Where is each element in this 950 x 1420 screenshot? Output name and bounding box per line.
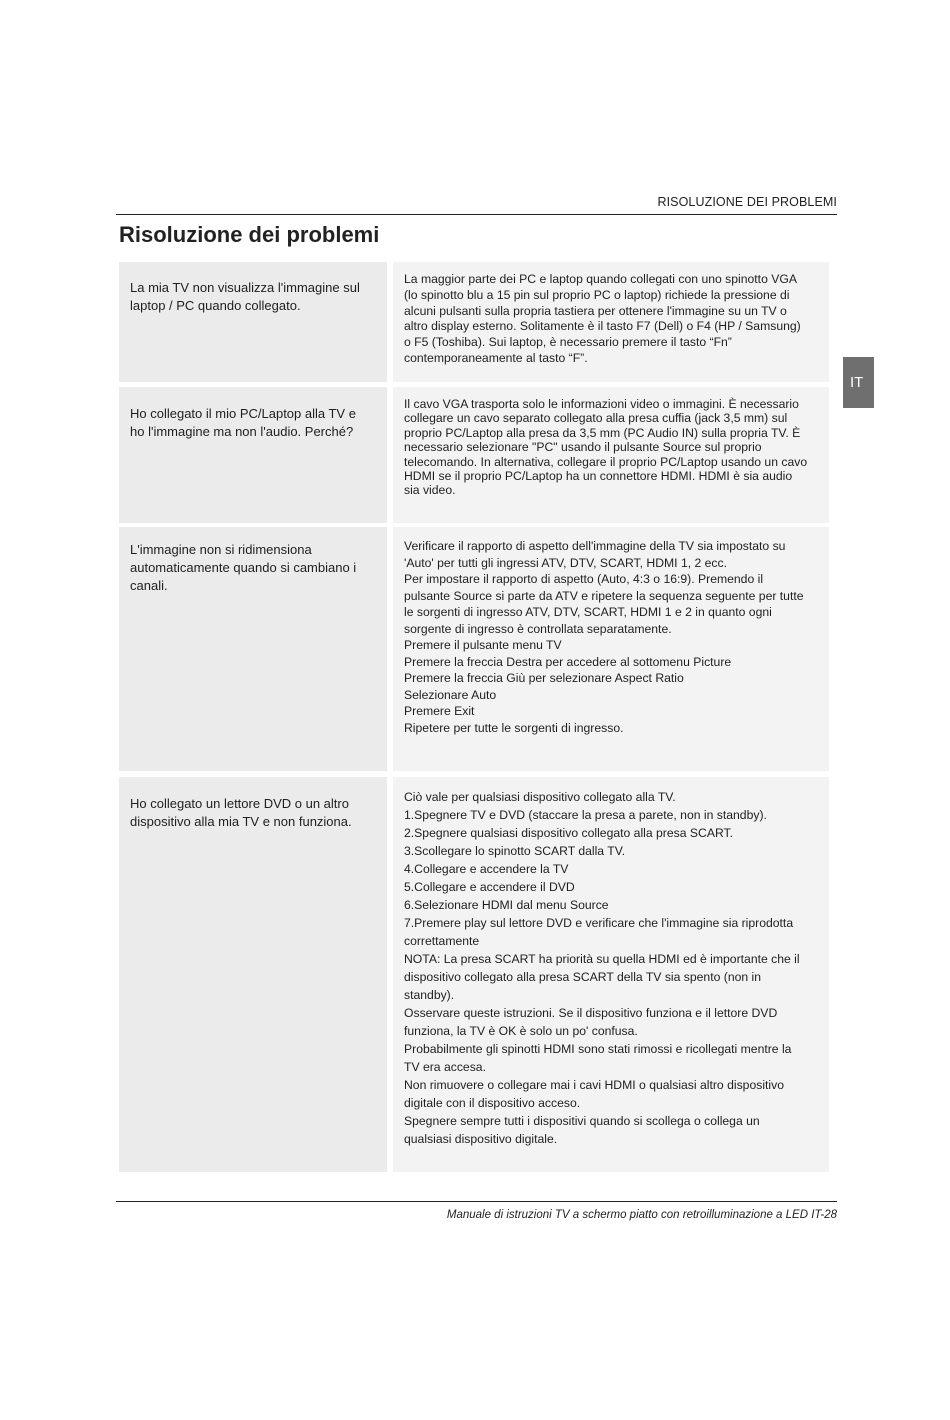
answer-paragraph: Non rimuovere o collegare mai i cavi HDMI o qualsiasi altro dispositivo digitale con il dispositivo acceso.	[404, 1078, 784, 1110]
answer-step: 1.Spegnere TV e DVD (staccare la presa a parete, non in standby).	[404, 808, 767, 822]
language-tab	[843, 357, 874, 408]
answer-paragraph: Spegnere sempre tutti i dispositivi quando si scollega o collega un qualsiasi dispositivo digitale.	[404, 1114, 760, 1146]
answer-step: Premere la freccia Giù per selezionare Aspect Ratio	[404, 671, 684, 685]
answer-paragraph: Per impostare il rapporto di aspetto (Auto, 4:3 o 16:9). Premendo il pulsante Source si parte da ATV e ripetere la sequenza seguente per tutte le sorgenti di ingresso ATV, DTV, SCART, HDMI 1 e 2 in quanto ogni sorgente di ingresso è controllata separatamente.	[404, 572, 804, 636]
page-footer: Manuale di istruzioni TV a schermo piatto con retroilluminazione a LED IT-28	[446, 1209, 837, 1221]
faq-question: Ho collegato un lettore DVD o un altro dispositivo alla mia TV e non funziona.	[119, 777, 387, 1172]
answer-paragraph: Osservare queste istruzioni. Se il dispositivo funziona e il lettore DVD funziona, la TV è OK è solo un po' confusa.	[404, 1006, 778, 1038]
faq-answer	[393, 387, 829, 523]
answer-step: Selezionare Auto	[404, 687, 497, 702]
faq-row-aspect-ratio	[119, 527, 829, 771]
faq-question: Ho collegato il mio PC/Laptop alla TV e ho l'immagine ma non l'audio. Perché?	[119, 387, 387, 523]
faq-row-dvd-not-working	[119, 777, 829, 1172]
answer-paragraph: Il cavo VGA trasporta solo le informazioni video o immagini. È necessario collegare un cavo separato collegato alla presa cuffia (jack 3,5 mm) sul proprio PC/Laptop alla presa da 3,5 mm (PC Audio IN) sulla propria TV. È necessario selezionare "PC" usando il pulsante Source sul proprio telecomando. In alternativa, collegare il proprio PC/Laptop usando un cavo HDMI se il proprio PC/Laptop ha un connettore HDMI. HDMI è sia audio sia video.	[404, 397, 808, 498]
faq-question: L'immagine non si ridimensiona automaticamente quando si cambiano i canali.	[119, 527, 387, 771]
answer-paragraph: Probabilmente gli spinotti HDMI sono stati rimossi e ricollegati mentre la TV era accesa.	[404, 1042, 792, 1074]
answer-paragraph: Verificare il rapporto di aspetto dell'immagine della TV sia impostato su 'Auto' per tutti gli ingressi ATV, DTV, SCART, HDMI 1, 2 ecc.	[404, 539, 786, 570]
faq-row-laptop-no-image	[119, 262, 829, 382]
answer-step: 5.Collegare e accendere il DVD	[404, 880, 575, 894]
answer-step: 7.Premere play sul lettore DVD e verificare che l'immagine sia riprodotta correttamente	[404, 916, 794, 948]
answer-paragraph: Ciò vale per qualsiasi dispositivo collegato alla TV.	[404, 790, 676, 804]
faq-question: La mia TV non visualizza l'immagine sul laptop / PC quando collegato.	[119, 262, 387, 382]
running-header: RISOLUZIONE DEI PROBLEMI	[657, 195, 837, 209]
faq-answer	[393, 527, 829, 771]
answer-step: Premere il pulsante menu TV	[404, 638, 562, 652]
answer-paragraph: La maggior parte dei PC e laptop quando collegati con uno spinotto VGA (lo spinotto blu a 15 pin sul proprio PC o laptop) richiede la pressione di alcuni pulsanti sulla propria tastiera per ottenere l'immagine su un TV o altro display esterno. Solitamente è il tasto F7 (Dell) o F4 (HP / Samsung) o F5 (Toshiba). Sui laptop, è necessario premere il tasto “Fn” contemporaneamente al tasto “F”.	[404, 272, 801, 365]
answer-step: 3.Scollegare lo spinotto SCART dalla TV.	[404, 844, 626, 858]
language-tab-label: IT	[850, 374, 864, 391]
answer-note: NOTA: La presa SCART ha priorità su quella HDMI ed è importante che il dispositivo collegato alla presa SCART della TV sia spento (non in standby).	[404, 952, 800, 1002]
faq-answer	[393, 777, 829, 1172]
answer-step: 2.Spegnere qualsiasi dispositivo collegato alla presa SCART.	[404, 826, 734, 840]
faq-answer	[393, 262, 829, 382]
answer-step: Premere Exit	[404, 704, 475, 718]
answer-step: Premere la freccia Destra per accedere al sottomenu Picture	[404, 654, 732, 669]
faq-row-pc-no-audio	[119, 387, 829, 523]
answer-step: Ripetere per tutte le sorgenti di ingresso.	[404, 720, 624, 735]
header-divider	[116, 214, 837, 215]
footer-divider	[116, 1201, 837, 1202]
page-title: Risoluzione dei problemi	[119, 222, 380, 247]
answer-step: 6.Selezionare HDMI dal menu Source	[404, 898, 609, 912]
answer-step: 4.Collegare e accendere la TV	[404, 862, 569, 876]
